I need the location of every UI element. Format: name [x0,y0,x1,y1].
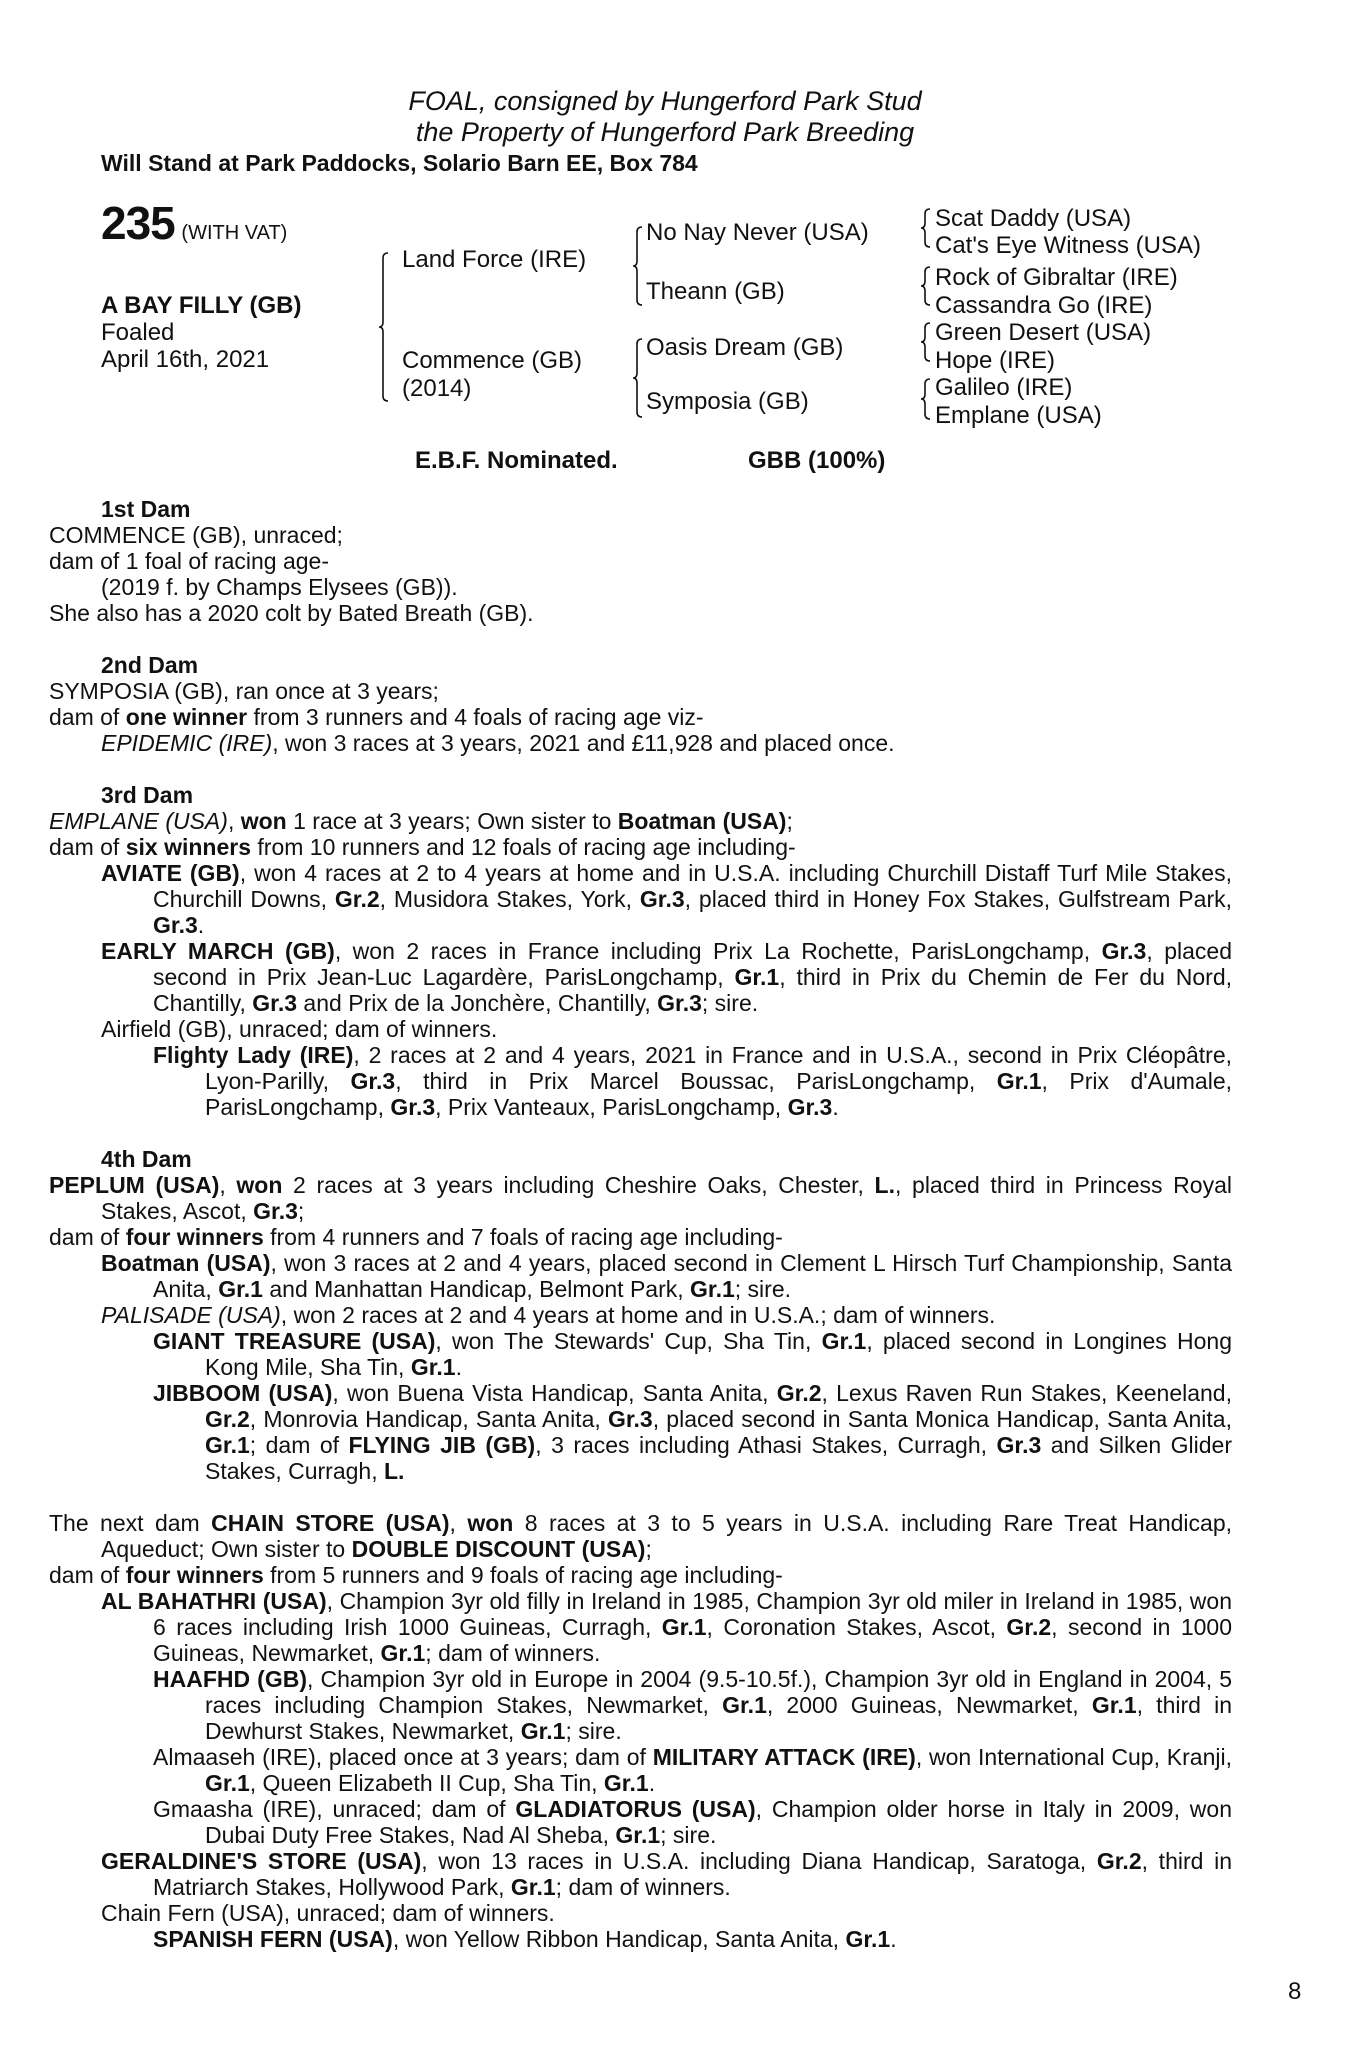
bold-text: L. [874,1172,895,1198]
text: 8 races at 3 to 5 years in U.S.A. including Rare Treat Handicap, Aqueduct; Own sister to [101,1510,1232,1562]
bold-text: HAAFHD (GB) [153,1666,307,1692]
pedigree-notes [49,496,1232,1978]
pedigree-entry [49,1744,1232,1796]
pedigree-entry [49,860,1232,938]
bold-text: Gr.3 [639,886,685,912]
bold-text: Gr.1 [690,1276,735,1302]
gen2-sire-dam: Theann (GB) [646,278,785,305]
section-heading: 2nd Dam [101,652,199,678]
text: dam of 1 foal of racing age- [49,548,329,574]
bold-text: Flighty Lady (IRE) [153,1042,354,1068]
foaled-label: Foaled [101,319,175,346]
text: Almaaseh (IRE), placed once at 3 years; dam of [153,1744,653,1770]
text: . [832,1094,839,1120]
text: and Silken Glider Stakes, Curragh, [205,1432,1233,1484]
pedigree-entry [49,1328,1232,1380]
pedigree-entry [49,1302,1232,1328]
bold-text: Gr.3 [153,912,198,938]
gen3-5: Green Desert (USA) [935,319,1152,346]
text: , Coronation Stakes, Ascot, [706,1614,1007,1640]
lot-number: 235 [101,197,175,249]
dam-section [49,1510,1233,1952]
bold-text: Gr.1 [205,1770,250,1796]
bold-text: CHAIN STORE (USA) [211,1510,450,1536]
pedigree-entry [49,1224,1232,1250]
text: , Champion 3yr old in Europe in 2004 (9.5-10.5f.), Champion 3yr old in England in 2004, 5 races including Champion Stakes, Newmarket, [205,1666,1233,1718]
bold-text: Gr.2 [1006,1614,1052,1640]
text: , placed second in Santa Monica Handicap, Santa Anita, [652,1406,1232,1432]
bold-text: won [236,1172,283,1198]
gen3-7: Galileo (IRE) [935,374,1073,401]
section-heading: 1st Dam [101,496,191,522]
text: SYMPOSIA (GB), ran once at 3 years; [49,678,439,704]
text: ; sire. [701,990,759,1016]
bold-text: Gr.1 [410,1354,456,1380]
text: , second in 1000 Guineas, Newmarket, [153,1614,1232,1666]
text: (2019 f. by Champs Elysees (GB)). [101,574,458,600]
text: ; [297,1198,305,1224]
text: The next dam [49,1510,212,1536]
text: , won 13 races in U.S.A. including Diana Handicap, Saratoga, [421,1848,1097,1874]
brace-icon [920,208,934,248]
gen3-1: Scat Daddy (USA) [935,205,1132,232]
bold-text: Gr.3 [657,990,702,1016]
italic-text: PALISADE (USA) [101,1302,281,1328]
gen2-dam-sire: Oasis Dream (GB) [646,334,844,361]
bold-text: GLADIATORUS (USA) [515,1796,756,1822]
dam-year: (2014) [402,375,472,402]
stand-location: Will Stand at Park Paddocks, Solario Barn EE, Box 784 [101,150,698,176]
bold-text: Gr.1 [661,1614,707,1640]
dam-section [49,782,1233,1120]
bold-text: Gr.3 [390,1094,436,1120]
text: , Champion 3yr old filly in Ireland in 1985, Champion 3yr old miler in Ireland in 1985, won 6 races including Irish 1000 Guineas, Curragh, [153,1588,1232,1640]
text: , won Yellow Ribbon Handicap, Santa Anita, [392,1926,846,1952]
pedigree-entry [49,574,1232,600]
vat-label: (WITH VAT) [181,222,288,244]
text: ; dam of [249,1432,349,1458]
text: She also has a 2020 colt by Bated Breath (GB). [49,600,534,626]
bold-text: Gr.1 [1091,1692,1137,1718]
pedigree-entry [49,1510,1232,1562]
text: , [449,1510,468,1536]
bold-text: six winners [125,834,251,860]
pedigree-entry [49,704,1232,730]
gen3-2: Cat's Eye Witness (USA) [935,232,1201,259]
sire: Land Force (IRE) [402,246,587,273]
bold-text: Gr.1 [603,1770,649,1796]
bold-text: Gr.1 [510,1874,556,1900]
gbb-status: GBB (100%) [748,447,886,474]
text: , placed second in Prix Jean-Luc Lagardère, ParisLongchamp, [153,938,1233,990]
text: , Monrovia Handicap, Santa Anita, [249,1406,608,1432]
pedigree-entry [49,1848,1232,1900]
dam-section [49,1146,1233,1484]
text: , placed third in Princess Royal Stakes, Ascot, [101,1172,1232,1224]
bold-text: Gr.2 [776,1380,822,1406]
pedigree-entry [49,1042,1232,1120]
text: dam of [49,704,126,730]
page-number: 8 [1288,1978,1302,2005]
text: , won International Cup, Kranji, [915,1744,1232,1770]
bold-text: GERALDINE'S STORE (USA) [101,1848,422,1874]
bold-text: Gr.2 [334,886,380,912]
bold-text: MILITARY ATTACK (IRE) [652,1744,916,1770]
text: Chain Fern (USA), unraced; dam of winners. [101,1900,555,1926]
text: dam of [49,1562,126,1588]
gen3-3: Rock of Gibraltar (IRE) [935,264,1178,291]
lot-header [101,197,288,249]
pedigree-entry [49,522,1232,548]
text: . [197,912,205,938]
text: . [890,1926,897,1952]
bold-text: GIANT TREASURE (USA) [153,1328,436,1354]
text: and Manhattan Handicap, Belmont Park, [262,1276,691,1302]
bold-text: Gr.3 [350,1068,396,1094]
bold-text: PEPLUM (USA) [49,1172,220,1198]
pedigree-entry [49,834,1232,860]
gen3-8: Emplane (USA) [935,402,1102,429]
foaled-date: April 16th, 2021 [101,346,270,373]
property-line: the Property of Hungerford Park Breeding [415,117,915,147]
text: ; dam of winners. [555,1874,731,1900]
text: , third in Matriarch Stakes, Hollywood Park, [153,1848,1232,1900]
text: 2 races at 3 years including Cheshire Oaks, Chester, [282,1172,875,1198]
brace-icon [920,266,934,306]
text: , third in Prix du Chemin de Fer du Nord, Chantilly, [153,964,1233,1016]
text: ; sire. [565,1718,622,1744]
pedigree-entry [49,808,1232,834]
text: and Prix de la Jonchère, Chantilly, [297,990,658,1016]
bold-text: Gr.3 [253,1198,298,1224]
bold-text: DOUBLE DISCOUNT (USA) [351,1536,646,1562]
bold-text: Gr.1 [218,1276,263,1302]
bold-text: Gr.1 [520,1718,566,1744]
text: , 3 races including Athasi Stakes, Curragh, [535,1432,997,1458]
dam-section [49,496,1232,626]
text: , won 2 races at 2 and 4 years at home and in U.S.A.; dam of winners. [280,1302,996,1328]
bold-text: four winners [125,1224,264,1250]
bold-text: Gr.3 [996,1432,1042,1458]
bold-text: Gr.3 [787,1094,833,1120]
text: , Prix Vanteaux, ParisLongchamp, [435,1094,788,1120]
brace-icon [632,226,646,306]
bold-text: JIBBOOM (USA) [153,1380,333,1406]
bold-text: SPANISH FERN (USA) [153,1926,393,1952]
pedigree-entry [49,1380,1232,1484]
bold-text: L. [383,1458,405,1484]
text: 1 race at 3 years; Own sister to [286,808,618,834]
text: , won Buena Vista Handicap, Santa Anita, [332,1380,777,1406]
bold-text: AVIATE (GB) [101,860,240,886]
bold-text: Boatman (USA) [617,808,787,834]
brace-icon [378,252,392,402]
bold-text: four winners [125,1562,264,1588]
pedigree-entry [49,1562,1232,1588]
text: , [219,1172,237,1198]
pedigree-entry [49,1172,1232,1224]
pedigree-entry [49,548,1232,574]
bold-text: Gr.1 [722,1692,767,1718]
pedigree-entry [49,938,1232,1016]
italic-text: EMPLANE (USA) [49,808,228,834]
bold-text: one winner [125,704,248,730]
text: from 5 runners and 9 foals of racing age including- [263,1562,783,1588]
bold-text: Gr.1 [845,1926,891,1952]
brace-icon [920,378,934,420]
text: , won The Stewards' Cup, Sha Tin, [435,1328,822,1354]
bold-text: FLYING JIB (GB) [348,1432,536,1458]
gen2-dam-dam: Symposia (GB) [646,388,809,415]
text: . [455,1354,462,1380]
text: ; dam of winners. [425,1640,601,1666]
text: , Lexus Raven Run Stakes, Keeneland, [821,1380,1232,1406]
bold-text: Gr.3 [252,990,298,1016]
bold-text: Gr.1 [205,1432,250,1458]
pedigree-entry [49,730,1232,756]
text: , placed second in Longines Hong Kong Mile, Sha Tin, [205,1328,1232,1380]
ebf-status: E.B.F. Nominated. [415,447,618,474]
pedigree-entry [49,1588,1232,1666]
bold-text: Gr.3 [607,1406,653,1432]
text: dam of [49,1224,126,1250]
bold-text: Gr.3 [1101,938,1147,964]
text: , won 4 races at 2 to 4 years at home and in U.S.A. including Churchill Distaff Turf Mile Stakes, Churchill Downs, [153,860,1232,912]
text: dam of [49,834,126,860]
text: , placed third in Honey Fox Stakes, Gulfstream Park, [684,886,1232,912]
text: COMMENCE (GB), unraced; [49,522,343,548]
text: , 2000 Guineas, Newmarket, [766,1692,1092,1718]
dam: Commence (GB) [402,347,583,374]
bold-text: Gr.2 [205,1406,250,1432]
text: from 3 runners and 4 foals of racing age viz- [247,704,704,730]
text: , won 3 races at 2 and 4 years, placed second in Clement L Hirsch Turf Championship, Santa Anita, [153,1250,1232,1302]
gen2-sire-sire: No Nay Never (USA) [646,219,869,246]
text: from 4 runners and 7 foals of racing age including- [263,1224,783,1250]
lot-description: A BAY FILLY (GB) [101,292,302,319]
pedigree-entry [49,600,1232,626]
text: , Prix d'Aumale, ParisLongchamp, [205,1068,1233,1120]
text: , Queen Elizabeth II Cup, Sha Tin, [249,1770,604,1796]
bold-text: won [240,808,287,834]
text: Airfield (GB), unraced; dam of winners. [101,1016,498,1042]
bold-text: Gr.1 [996,1068,1042,1094]
pedigree-entry [49,1666,1232,1744]
text: , third in Dewhurst Stakes, Newmarket, [205,1692,1232,1744]
text: , won 3 races at 3 years, 2021 and £11,928 and placed once. [272,730,895,756]
pedigree-entry [49,1016,1232,1042]
text: ; [645,1536,652,1562]
text: ; sire. [660,1822,717,1848]
bold-text: Gr.1 [821,1328,867,1354]
text: , Musidora Stakes, York, [379,886,640,912]
pedigree-entry [49,678,1232,704]
text: , 2 races at 2 and 4 years, 2021 in France and in U.S.A., second in Prix Cléopâtre, Lyon-Parilly, [205,1042,1233,1094]
bold-text: Gr.2 [1096,1848,1142,1874]
text: . [648,1770,656,1796]
bold-text: Gr.1 [615,1822,661,1848]
bold-text: Gr.1 [734,964,780,990]
text: , Champion older horse in Italy in 2009, won Dubai Duty Free Stakes, Nad Al Sheba, [205,1796,1232,1848]
bold-text: AL BAHATHRI (USA) [101,1588,327,1614]
italic-text: EPIDEMIC (IRE) [101,730,273,756]
bold-text: Gr.1 [380,1640,426,1666]
text: ; [786,808,793,834]
bold-text: EARLY MARCH (GB) [101,938,335,964]
bold-text: Boatman (USA) [101,1250,271,1276]
brace-icon [920,322,934,362]
text: from 10 runners and 12 foals of racing age including- [251,834,796,860]
brace-icon [632,338,646,418]
text: , third in Prix Marcel Boussac, ParisLongchamp, [395,1068,997,1094]
pedigree-entry [49,1926,1232,1952]
text: Gmaasha (IRE), unraced; dam of [153,1796,516,1822]
bold-text: won [467,1510,514,1536]
pedigree-entry [49,1250,1232,1302]
gen3-6: Hope (IRE) [935,347,1056,374]
consignor-line: FOAL, consigned by Hungerford Park Stud [408,86,922,116]
text: ; sire. [734,1276,792,1302]
section-heading: 4th Dam [101,1146,192,1172]
text: , won 2 races in France including Prix La Rochette, ParisLongchamp, [334,938,1102,964]
pedigree-entry [49,1796,1232,1848]
dam-section [49,652,1232,756]
gen3-4: Cassandra Go (IRE) [935,292,1153,319]
pedigree-entry [49,1900,1232,1926]
section-heading: 3rd Dam [101,782,194,808]
text: , [227,808,241,834]
